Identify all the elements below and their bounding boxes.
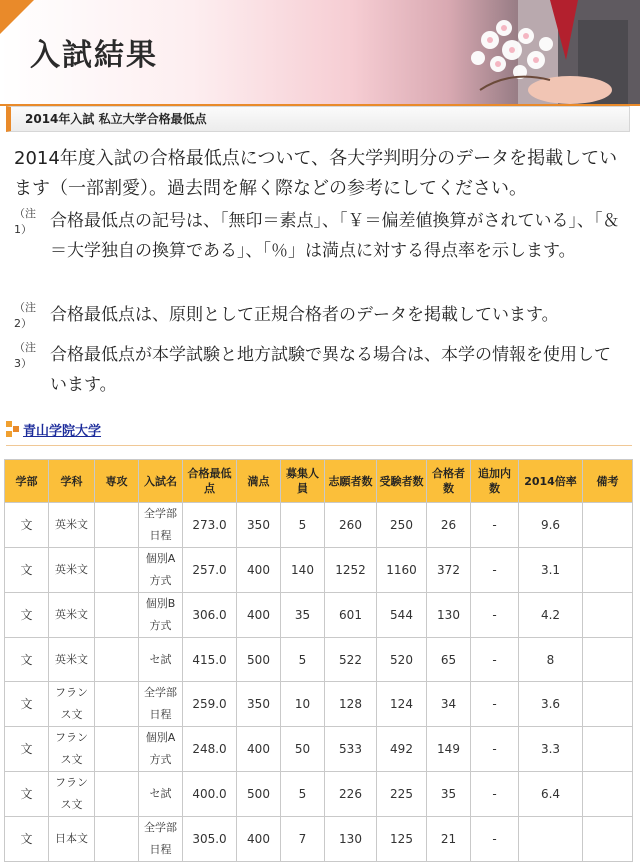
table-cell-ratio: 9.6 [519, 503, 583, 548]
table-cell-examinees: 544 [377, 593, 427, 638]
table-cell-faculty: 文 [5, 682, 49, 727]
table-cell-applicants: 128 [325, 682, 377, 727]
page-title: 入試結果 [30, 38, 158, 73]
note-text: 合格最低点は、原則として正規合格者のデータを掲載しています。 [50, 305, 559, 325]
column-header-remarks: 備考 [583, 460, 633, 503]
table-cell-exam-name: セ試 [139, 638, 183, 682]
column-header-additional: 追加内数 [471, 460, 519, 503]
table-cell-max-score: 500 [237, 638, 281, 682]
table-cell-additional: - [471, 817, 519, 862]
table-cell-ratio: 3.3 [519, 727, 583, 772]
table-cell-examinees: 492 [377, 727, 427, 772]
table-cell-min-score: 415.0 [183, 638, 237, 682]
table-cell-min-score: 273.0 [183, 503, 237, 548]
table-cell-remarks [583, 772, 633, 817]
table-cell-faculty: 文 [5, 638, 49, 682]
note-mark: （注2） [14, 301, 36, 330]
table-cell-department: 英米文 [49, 638, 95, 682]
note-text: 合格最低点の記号は、「無印＝素点」、「￥＝偏差値換算がされている」、「＆＝大学独自の換算である」、「％」は満点に対する得点率を示します。 [50, 211, 620, 261]
table-row [5, 727, 633, 772]
table-cell-quota: 140 [281, 548, 325, 593]
table-cell-applicants: 260 [325, 503, 377, 548]
table-cell-department: 英米文 [49, 503, 95, 548]
table-cell-quota: 50 [281, 727, 325, 772]
note-3 [14, 340, 626, 400]
note-mark: （注1） [14, 207, 36, 236]
orange-bullet-icon [6, 421, 20, 437]
table-cell-additional: - [471, 682, 519, 727]
intro-text: 2014年度入試の合格最低点について、各大学判明分のデータを掲載しています（一部割愛）。過去問を解く際などの参考にしてください。 [14, 148, 618, 199]
table-cell-max-score: 350 [237, 682, 281, 727]
table-cell-max-score: 400 [237, 593, 281, 638]
table-cell-exam-name: 個別B方式 [139, 593, 183, 638]
table-cell-quota: 5 [281, 503, 325, 548]
table-cell-faculty: 文 [5, 548, 49, 593]
table-cell-department: 英米文 [49, 593, 95, 638]
table-row [5, 548, 633, 593]
table-cell-additional: - [471, 593, 519, 638]
table-cell-quota: 35 [281, 593, 325, 638]
column-header-applicants: 志願者数 [325, 460, 377, 503]
table-cell-applicants: 522 [325, 638, 377, 682]
university-divider [6, 445, 632, 446]
note-1 [14, 206, 626, 296]
table-row [5, 772, 633, 817]
table-cell-ratio: 6.4 [519, 772, 583, 817]
note-text: 合格最低点が本学試験と地方試験で異なる場合は、本学の情報を使用しています。 [50, 345, 611, 395]
table-cell-applicants: 1252 [325, 548, 377, 593]
table-cell-max-score: 400 [237, 548, 281, 593]
table-cell-examinees: 225 [377, 772, 427, 817]
university-link[interactable]: 青山学院大学 [23, 424, 102, 439]
table-cell-major [95, 772, 139, 817]
column-header-ratio: 2014倍率 [519, 460, 583, 503]
table-cell-min-score: 306.0 [183, 593, 237, 638]
table-cell-additional: - [471, 503, 519, 548]
table-cell-passed: 35 [427, 772, 471, 817]
table-row [5, 638, 633, 682]
column-header-quota: 募集人員 [281, 460, 325, 503]
note-2 [14, 300, 626, 330]
table-cell-quota: 5 [281, 638, 325, 682]
header-banner [0, 0, 640, 104]
table-cell-applicants: 226 [325, 772, 377, 817]
table-cell-exam-name: 全学部日程 [139, 682, 183, 727]
table-cell-remarks [583, 638, 633, 682]
table-cell-exam-name: 全学部日程 [139, 503, 183, 548]
table-cell-applicants: 533 [325, 727, 377, 772]
table-cell-passed: 372 [427, 548, 471, 593]
table-cell-min-score: 400.0 [183, 772, 237, 817]
table-cell-passed: 130 [427, 593, 471, 638]
section-heading: 2014年入試 私立大学合格最低点 [6, 106, 630, 132]
table-body [5, 503, 633, 862]
table-cell-department: フランス文 [49, 772, 95, 817]
table-cell-examinees: 125 [377, 817, 427, 862]
table-cell-faculty: 文 [5, 772, 49, 817]
column-header-min-score: 合格最低点 [183, 460, 237, 503]
table-cell-max-score: 500 [237, 772, 281, 817]
table-cell-passed: 149 [427, 727, 471, 772]
table-cell-exam-name: 全学部日程 [139, 817, 183, 862]
table-cell-ratio: 3.1 [519, 548, 583, 593]
column-header-examinees: 受験者数 [377, 460, 427, 503]
table-cell-additional: - [471, 772, 519, 817]
column-header-department: 学科 [49, 460, 95, 503]
table-cell-examinees: 250 [377, 503, 427, 548]
table-cell-remarks [583, 727, 633, 772]
table-cell-examinees: 1160 [377, 548, 427, 593]
table-header-row [5, 460, 633, 503]
table-cell-remarks [583, 503, 633, 548]
table-row [5, 593, 633, 638]
banner-corner-accent [0, 0, 34, 34]
table-cell-exam-name: 個別A方式 [139, 548, 183, 593]
table-cell-max-score: 400 [237, 727, 281, 772]
table-cell-applicants: 601 [325, 593, 377, 638]
table-cell-department: フランス文 [49, 727, 95, 772]
table-cell-passed: 65 [427, 638, 471, 682]
table-cell-major [95, 548, 139, 593]
table-cell-major [95, 593, 139, 638]
table-cell-min-score: 259.0 [183, 682, 237, 727]
table-cell-min-score: 257.0 [183, 548, 237, 593]
note-mark: （注3） [14, 341, 36, 370]
table-row [5, 817, 633, 862]
table-cell-max-score: 350 [237, 503, 281, 548]
table-cell-ratio [519, 817, 583, 862]
table-cell-remarks [583, 682, 633, 727]
table-cell-major [95, 682, 139, 727]
table-cell-ratio: 4.2 [519, 593, 583, 638]
table-row [5, 503, 633, 548]
table-cell-remarks [583, 593, 633, 638]
table-cell-examinees: 124 [377, 682, 427, 727]
table-cell-ratio: 8 [519, 638, 583, 682]
table-cell-faculty: 文 [5, 593, 49, 638]
table-cell-faculty: 文 [5, 817, 49, 862]
table-cell-additional: - [471, 638, 519, 682]
table-cell-faculty: 文 [5, 727, 49, 772]
table-cell-exam-name: 個別A方式 [139, 727, 183, 772]
table-cell-min-score: 305.0 [183, 817, 237, 862]
table-cell-faculty: 文 [5, 503, 49, 548]
table-cell-major [95, 503, 139, 548]
table-cell-remarks [583, 548, 633, 593]
table-cell-department: フランス文 [49, 682, 95, 727]
table-cell-quota: 7 [281, 817, 325, 862]
table-cell-ratio: 3.6 [519, 682, 583, 727]
table-cell-department: 英米文 [49, 548, 95, 593]
column-header-exam-name: 入試名 [139, 460, 183, 503]
table-cell-remarks [583, 817, 633, 862]
table-row [5, 682, 633, 727]
column-header-max-score: 満点 [237, 460, 281, 503]
table-cell-additional: - [471, 727, 519, 772]
table-cell-passed: 21 [427, 817, 471, 862]
table-cell-exam-name: セ試 [139, 772, 183, 817]
results-table [4, 459, 633, 862]
table-cell-passed: 26 [427, 503, 471, 548]
table-cell-additional: - [471, 548, 519, 593]
table-cell-major [95, 638, 139, 682]
table-cell-passed: 34 [427, 682, 471, 727]
column-header-faculty: 学部 [5, 460, 49, 503]
column-header-passed: 合格者数 [427, 460, 471, 503]
table-cell-quota: 5 [281, 772, 325, 817]
table-cell-max-score: 400 [237, 817, 281, 862]
table-cell-min-score: 248.0 [183, 727, 237, 772]
table-cell-department: 日本文 [49, 817, 95, 862]
table-cell-quota: 10 [281, 682, 325, 727]
table-cell-major [95, 727, 139, 772]
column-header-major: 専攻 [95, 460, 139, 503]
cherry-blossom-photo [400, 0, 640, 104]
table-cell-applicants: 130 [325, 817, 377, 862]
table-cell-examinees: 520 [377, 638, 427, 682]
table-cell-major [95, 817, 139, 862]
